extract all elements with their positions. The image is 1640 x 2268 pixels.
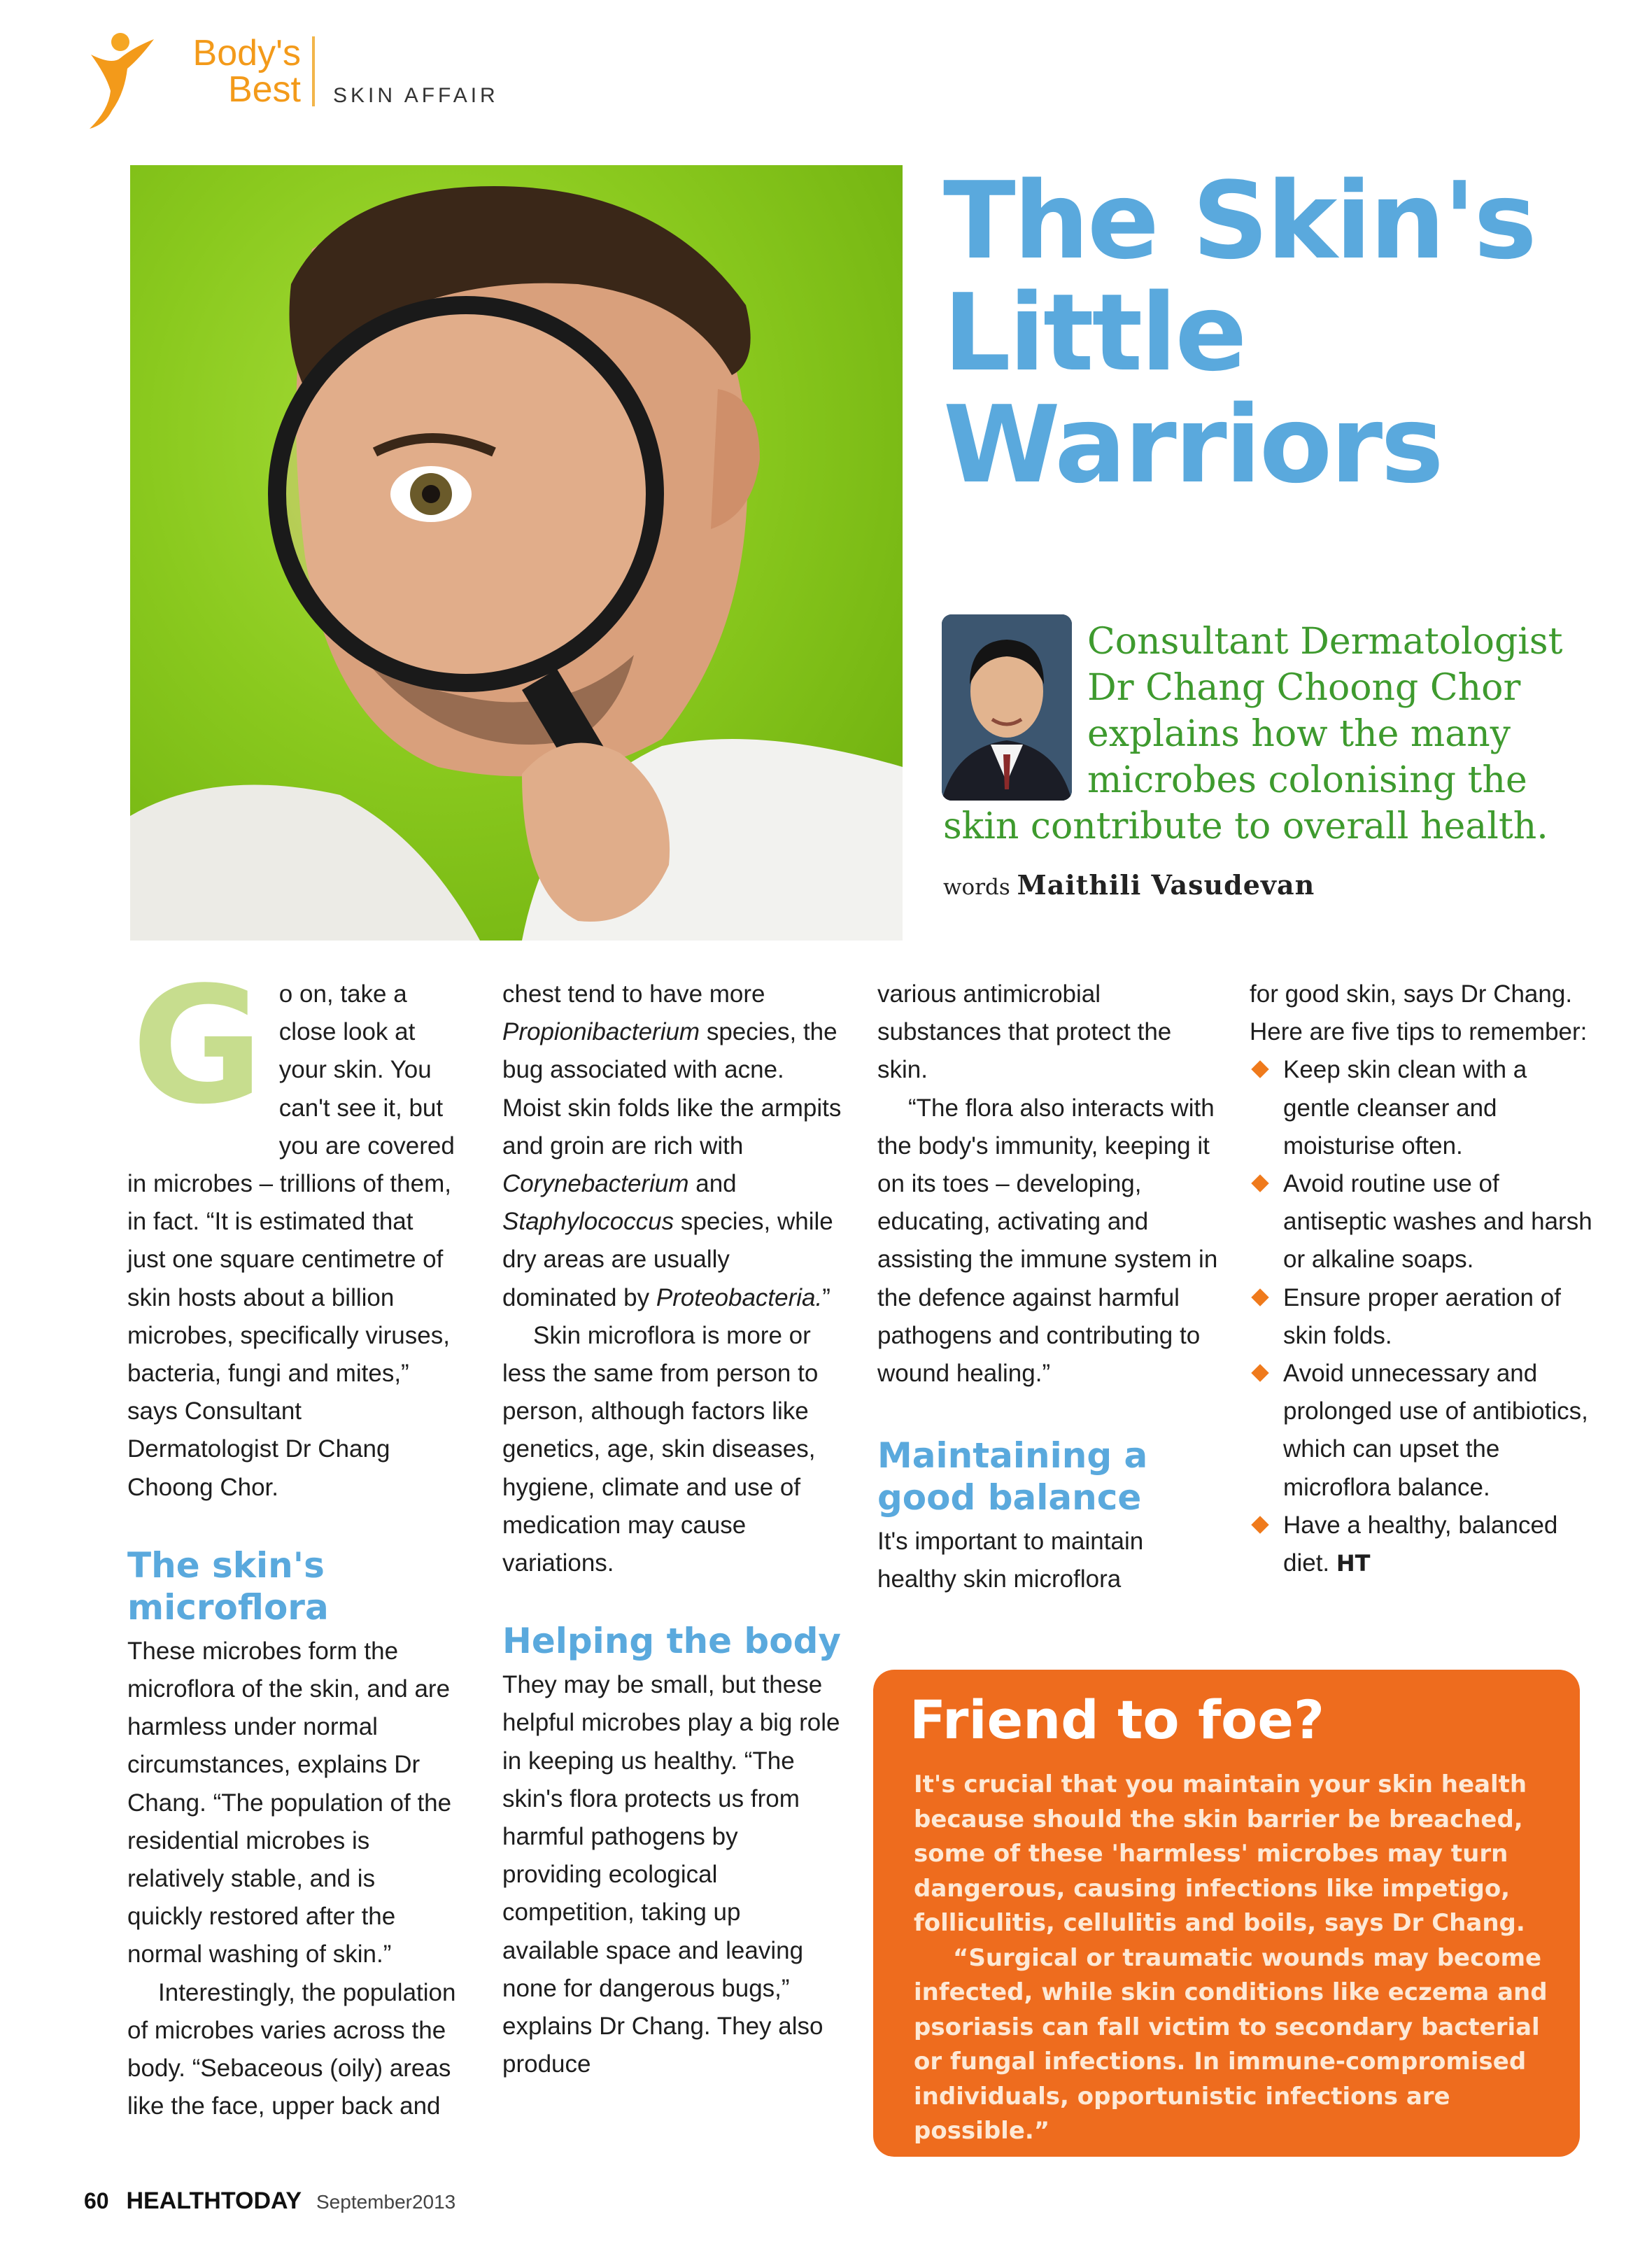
article-title [943, 159, 1615, 507]
list-item: Avoid routine use of antiseptic washes and harsh or alkaline soaps. [1250, 1165, 1599, 1279]
dek-line-1: Consultant Dermatologist [1087, 621, 1563, 663]
paragraph-population: Interestingly, the population of microbes varies across the body. “Sebaceous (oily) areas like the face, upper back and [127, 1978, 456, 2120]
subhead-helping: Helping the body [502, 1621, 841, 1662]
callout-title: Friend to foe? [910, 1689, 1325, 1751]
paragraph-balance: It's important to maintain healthy skin microflora [877, 1528, 1144, 1593]
logo-line-1: Body's [192, 33, 301, 73]
list-item: Have a healthy, balanced diet. HT [1250, 1507, 1599, 1582]
article-dek [943, 619, 1601, 850]
hero-photo [130, 165, 903, 941]
end-mark: HT [1336, 1550, 1371, 1577]
title-line-1: The Skin's [943, 159, 1535, 283]
list-item: Keep skin clean with a gentle cleanser and moisturise often. [1250, 1051, 1599, 1165]
diamond-bullet-icon [1251, 1061, 1268, 1078]
byline-author: Maithili Vasudevan [1017, 869, 1315, 901]
paragraph-microflora: These microbes form the microflora of the skin, and are harmless under normal circumstances, explains Dr Chang. “The population of the residential microbes is relatively stable, and is quickly restored after the normal washing of skin.” [127, 1637, 452, 1968]
paragraph-variations: Skin microflora is more or less the same from person to person, although factors like genetics, age, skin diseases, hygiene, climate and use of medication may cause variations. [502, 1321, 819, 1577]
subhead-microflora: The skin's microflora [127, 1544, 329, 1628]
page-footer [84, 2188, 455, 2215]
byline-prefix: words [943, 875, 1010, 900]
title-line-2: Little [943, 271, 1245, 395]
list-item: Ensure proper aeration of skin folds. [1250, 1279, 1599, 1355]
body-column-3 [877, 975, 1220, 1599]
byline [943, 869, 1315, 901]
header-divider [312, 36, 315, 106]
callout-paragraph-2: “Surgical or traumatic wounds may become infected, while skin conditions like eczema and psoriasis can fall victim to secondary bacterial or fungal infections. In immune-compromised individuals, opportunistic infections are possible.” [914, 1943, 1548, 2145]
dek-line-2: Dr Chang Choong Chor [1087, 667, 1521, 709]
issue-date: September2013 [316, 2191, 456, 2213]
magazine-name: HEALTHTODAY [126, 2188, 302, 2214]
paragraph-tips-intro: for good skin, says Dr Chang. Here are five tips to remember: [1250, 980, 1588, 1046]
body-figure-logo-icon [84, 27, 161, 132]
callout-body [914, 1768, 1564, 2149]
dek-line-4: microbes colonising the [1087, 759, 1527, 801]
body-column-1 [127, 953, 456, 2125]
body-column-2 [502, 975, 842, 2083]
magnifier-man-illustration [130, 165, 903, 941]
diamond-bullet-icon [1251, 1364, 1268, 1381]
diamond-bullet-icon [1251, 1288, 1268, 1306]
diamond-bullet-icon [1251, 1174, 1268, 1192]
diamond-bullet-icon [1251, 1516, 1268, 1533]
dek-line-5: skin contribute to overall health. [943, 805, 1548, 847]
tips-list [1250, 1051, 1599, 1582]
logo-line-2: Best [227, 69, 301, 110]
list-item: Avoid unnecessary and prolonged use of antibiotics, which can upset the microflora balance. [1250, 1355, 1599, 1507]
section-label: SKIN AFFAIR [333, 84, 499, 107]
paragraph-body-areas: chest tend to have more Propionibacterium species, the bug associated with acne. Moist skin folds like the armpits and groin are rich with Corynebacterium and Staphylococcus species, while dry areas are usually dominated by Proteobacteria.” [502, 980, 842, 1311]
logo-wordmark [168, 35, 301, 108]
body-column-4 [1250, 975, 1599, 1582]
page-number: 60 [84, 2188, 109, 2213]
paragraph-immunity: “The flora also interacts with the body's immunity, keeping it on its toes – developing, educating, activating and assisting the immune system in the defence against harmful pathogens and contributing to wound healing.” [877, 1094, 1218, 1388]
drop-cap: G [132, 953, 264, 1140]
subhead-balance: Maintaining a good balance [877, 1435, 1148, 1519]
paragraph-antimicrobial: various antimicrobial substances that protect the skin. [877, 980, 1172, 1084]
paragraph-helping: They may be small, but these helpful microbes play a big role in keeping us healthy. “The skin's flora protects us from harmful pathogens by providing ecological competition, taking up available space and leaving none for dangerous bugs,” explains Dr Chang. They also produce [502, 1671, 840, 2078]
callout-paragraph-1: It's crucial that you maintain your skin health because should the skin barrier be breached, some of these 'harmless' microbes may turn dangerous, causing infections like impetigo, folliculitis, cellulitis and boils, says Dr Chang. [914, 1770, 1527, 1937]
dek-line-3: explains how the many [1087, 713, 1511, 755]
title-line-3: Warriors [943, 383, 1442, 507]
intro-paragraph: o on, take a close look at your skin. You can't see it, but you are covered in microbes – trillions of them, in fact. “It is estimated that just one square centimetre of skin hosts about a billion microbes, specifically viruses, bacteria, fungi and mites,” says Consultant Dermatologist Dr Chang Choong Chor. [127, 980, 455, 1501]
